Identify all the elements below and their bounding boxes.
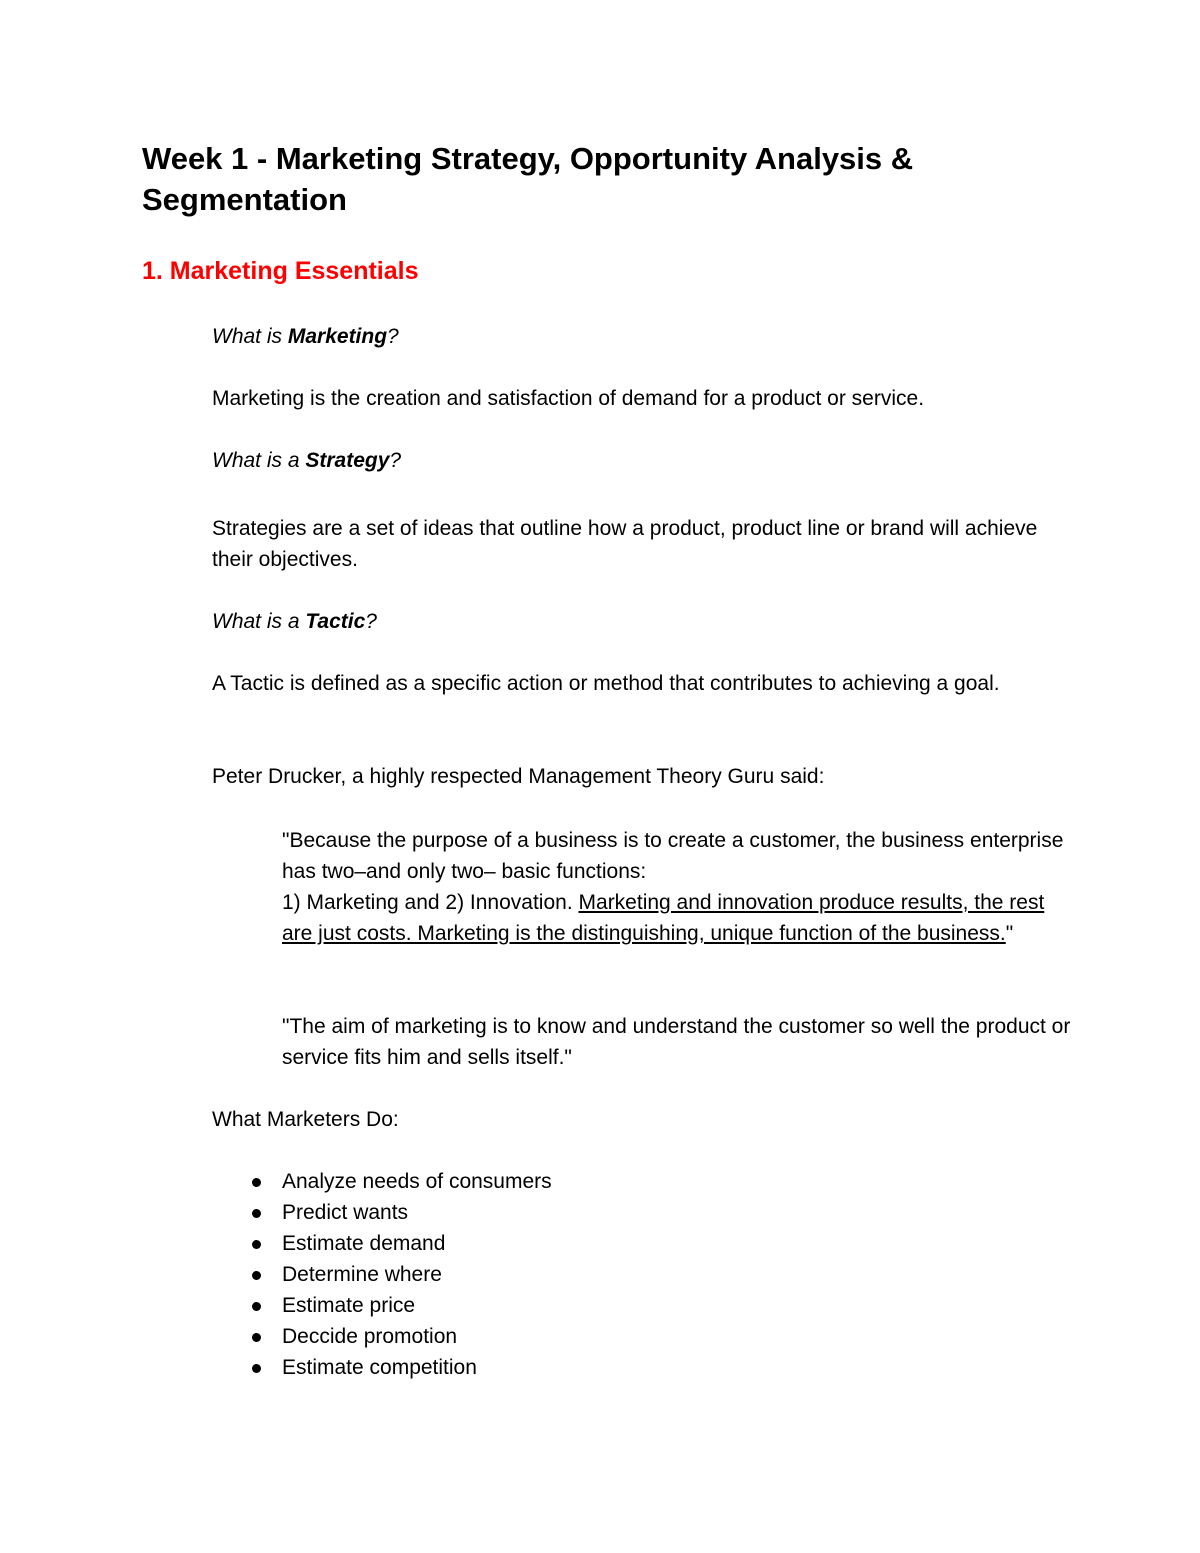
answer-marketing: Marketing is the creation and satisfaction of demand for a product or service. (212, 387, 925, 410)
quote-end: " (1005, 922, 1014, 945)
list-item (248, 1352, 552, 1383)
question-term: Tactic (305, 610, 366, 633)
document-title: Week 1 - Marketing Strategy, Opportunity Analysis & Segmentation (142, 141, 914, 217)
question-prefix: What is (212, 325, 288, 348)
question-tactic (212, 606, 1072, 637)
list-item (248, 1197, 552, 1228)
list-item-text: Determine where (282, 1263, 442, 1286)
drucker-intro: Peter Drucker, a highly respected Management Theory Guru said: (212, 765, 825, 788)
list-item (248, 1290, 552, 1321)
question-suffix: ? (365, 610, 377, 633)
question-strategy (212, 445, 1072, 476)
bullet-icon (252, 1302, 261, 1311)
list-item-text: Estimate price (282, 1294, 416, 1317)
bullet-icon (252, 1364, 261, 1373)
quote-line-2: 1) Marketing and 2) Innovation. (282, 891, 579, 914)
list-item-text: Estimate demand (282, 1232, 446, 1255)
list-item-text: Analyze needs of consumers (282, 1170, 552, 1193)
bullet-icon (252, 1271, 261, 1280)
list-item-text: Deccide promotion (282, 1325, 458, 1348)
list-item-text: Estimate competition (282, 1356, 477, 1379)
list-item-text: Predict wants (282, 1201, 409, 1224)
question-prefix: What is a (212, 449, 306, 472)
list-item (248, 1321, 552, 1352)
answer-strategy: Strategies are a set of ideas that outline how a product, product line or brand will achieve their objectives. (212, 517, 1038, 571)
list-item (248, 1166, 552, 1197)
quote-underlined-text: Marketing and innovation produce results, the rest are just costs. Marketing is the distinguishing, unique function of the business. (282, 891, 1045, 945)
section-heading: 1. Marketing Essentials (142, 257, 419, 285)
quote-line-1: "Because the purpose of a business is to create a customer, the business enterprise has two–and only two– basic functions: (282, 829, 1064, 883)
question-term: Strategy (305, 449, 390, 472)
bullet-icon (252, 1240, 261, 1249)
drucker-quote-1 (282, 825, 1072, 949)
marketers-list (248, 1166, 552, 1383)
list-item (248, 1259, 552, 1290)
bullet-icon (252, 1333, 261, 1342)
drucker-quote-2: "The aim of marketing is to know and understand the customer so well the product or service fits him and sells itself." (282, 1015, 1071, 1069)
question-term: Marketing (287, 325, 388, 348)
bullet-icon (252, 1209, 261, 1218)
list-item (248, 1228, 552, 1259)
question-suffix: ? (387, 325, 399, 348)
question-suffix: ? (389, 449, 402, 472)
answer-tactic: A Tactic is defined as a specific action or method that contributes to achieving a goal. (212, 672, 1000, 695)
marketers-heading: What Marketers Do: (212, 1108, 399, 1131)
question-marketing (212, 321, 1072, 352)
question-prefix: What is a (212, 610, 306, 633)
bullet-icon (252, 1178, 261, 1187)
